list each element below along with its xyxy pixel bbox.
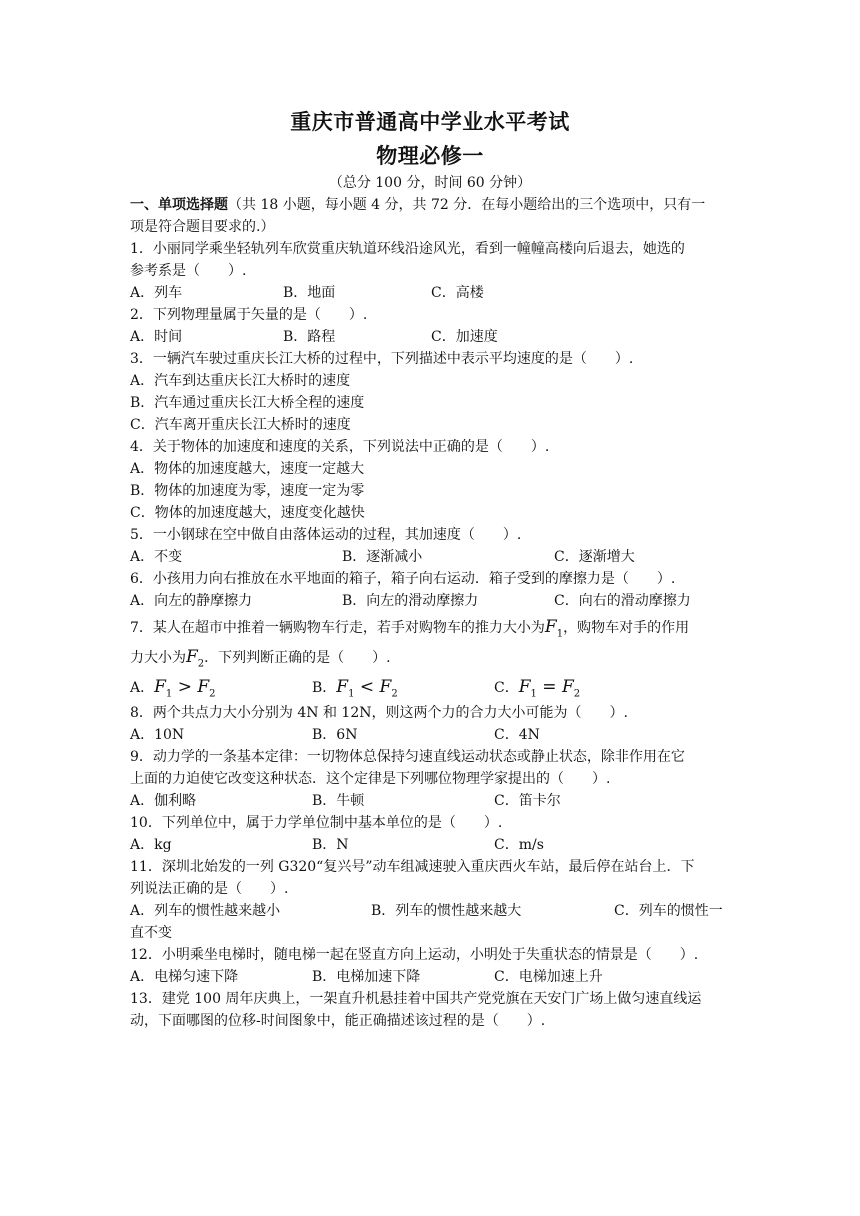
question-9-stem-cont: 上面的力迫使它改变这种状态．这个定律是下列哪位物理学家提出的（ ）. — [130, 771, 611, 787]
option-b: B．路程 — [283, 329, 336, 345]
exam-info: （总分 100 分，时间 60 分钟） — [328, 175, 532, 191]
option-c: C．高楼 — [431, 285, 484, 301]
option-c: C．向右的滑动摩擦力 — [554, 593, 691, 609]
option-b: B．逐渐减小 — [342, 549, 423, 565]
option-a: A．汽车到达重庆长江大桥时的速度 — [130, 373, 351, 389]
option-c: C．笛卡尔 — [494, 793, 561, 809]
question-2-stem: 2．下列物理量属于矢量的是（ ）. — [130, 307, 368, 323]
section-desc-cont: 项是符合题目要求的.） — [130, 219, 275, 235]
option-c: C．列车的惯性一 — [614, 903, 723, 919]
option-c: C．加速度 — [431, 329, 498, 345]
question-12-options — [130, 966, 734, 988]
option-b: B．向左的滑动摩擦力 — [342, 593, 479, 609]
option-c: C．4N — [494, 727, 540, 743]
option-c: C．物体的加速度越大，速度变化越快 — [130, 505, 365, 521]
question-11-stem: 11．深圳北始发的一列 G320“复兴号”动车组减速驶入重庆西火车站，最后停在站台上．下 — [130, 859, 695, 875]
option-a: A．时间 — [130, 329, 183, 345]
option-c: C．m/s — [494, 837, 544, 853]
question-list — [130, 194, 734, 1032]
option-c: C．逐渐增大 — [554, 549, 635, 565]
question-7-options — [130, 672, 734, 702]
option-c: C．汽车离开重庆长江大桥时的速度 — [130, 417, 351, 433]
option-b: B．N — [312, 837, 349, 853]
section-heading: 一、单项选择题 — [130, 197, 228, 213]
question-9-options — [130, 790, 734, 812]
question-8-stem: 8．两个共点力大小分别为 4N 和 12N，则这两个力的合力大小可能为（ ）. — [130, 705, 628, 721]
question-1-options — [130, 282, 734, 304]
question-3-stem: 3．一辆汽车驶过重庆长江大桥的过程中，下列描述中表示平均速度的是（ ）. — [130, 351, 634, 367]
question-6-stem: 6．小孩用力向右推放在水平地面的箱子，箱子向右运动．箱子受到的摩擦力是（ ）. — [130, 571, 676, 587]
question-5-stem: 5．一小钢球在空中做自由落体运动的过程，其加速度（ ）. — [130, 527, 522, 543]
question-5-options — [130, 546, 734, 568]
option-b: B．汽车通过重庆长江大桥全程的速度 — [130, 395, 365, 411]
option-a: A．电梯匀速下降 — [130, 969, 239, 985]
option-b: B．牛顿 — [312, 793, 365, 809]
question-4-stem: 4．关于物体的加速度和速度的关系，下列说法中正确的是（ ）. — [130, 439, 550, 455]
option-a: A．10N — [130, 727, 185, 743]
question-11-stem-cont: 列说法正确的是（ ）. — [130, 881, 289, 897]
force-f2-symbol: $F_2$ — [186, 647, 205, 670]
question-13-stem-cont: 动，下面哪图的位移-时间图象中，能正确描述该过程的是（ ）. — [130, 1013, 546, 1029]
option-b: B．电梯加速下降 — [312, 969, 421, 985]
question-2-options — [130, 326, 734, 348]
option-b: B．物体的加速度为零，速度一定为零 — [130, 483, 365, 499]
question-13-stem: 13．建党 100 周年庆典上，一架直升机悬挂着中国共产党党旗在天安门广场上做匀速直线运 — [130, 991, 702, 1007]
question-10-stem: 10．下列单位中，属于力学单位制中基本单位的是（ ）. — [130, 815, 503, 831]
option-b: B．列车的惯性越来越大 — [371, 903, 522, 919]
option-a: A．列车 — [130, 285, 183, 301]
question-1-stem-cont: 参考系是（ ）. — [130, 263, 247, 279]
option-b: B．$F_1 < F_2$ — [312, 677, 398, 700]
question-9-stem: 9．动力学的一条基本定律：一切物体总保持匀速直线运动状态或静止状态，除非作用在它 — [130, 749, 685, 765]
section-desc: （共 18 小题，每小题 4 分，共 72 分．在每小题给出的三个选项中，只有一 — [228, 197, 706, 213]
question-10-options — [130, 834, 734, 856]
option-a: A．不变 — [130, 549, 183, 565]
option-a: A．伽利略 — [130, 793, 197, 809]
question-7-stem-cont: 力大小为$F_2$．下列判断正确的是（ ）. — [130, 647, 391, 670]
option-a: A．向左的静摩擦力 — [130, 593, 253, 609]
exam-subtitle: 物理必修一 — [376, 143, 484, 168]
option-b: B．地面 — [283, 285, 336, 301]
force-f1-symbol: $F_1$ — [544, 617, 564, 640]
option-a: A．$F_1 > F_2$ — [130, 677, 216, 700]
option-a: A．物体的加速度越大，速度一定越大 — [130, 461, 365, 477]
option-a: A．列车的惯性越来越小 — [130, 903, 281, 919]
option-a: A．kg — [130, 837, 172, 853]
section-intro-line — [130, 194, 734, 216]
question-1-stem: 1．小丽同学乘坐轻轨列车欣赏重庆轨道环线沿途风光，看到一幢幢高楼向后退去，她选的 — [130, 241, 685, 257]
question-12-stem: 12．小明乘坐电梯时，随电梯一起在竖直方向上运动，小明处于失重状态的情景是（ ）. — [130, 947, 699, 963]
option-c: C．电梯加速上升 — [494, 969, 603, 985]
exam-title: 重庆市普通高中学业水平考试 — [290, 109, 570, 134]
option-b: B．6N — [312, 727, 358, 743]
question-11-options — [130, 900, 734, 922]
question-7-stem: 7．某人在超市中推着一辆购物车行走，若手对购物车的推力大小为$F_1$，购物车对手的作用 — [130, 617, 690, 640]
question-6-options — [130, 590, 734, 612]
option-c: C．$F_1 = F_2$ — [494, 677, 581, 700]
question-8-options — [130, 724, 734, 746]
option-c-cont: 直不变 — [130, 925, 172, 941]
